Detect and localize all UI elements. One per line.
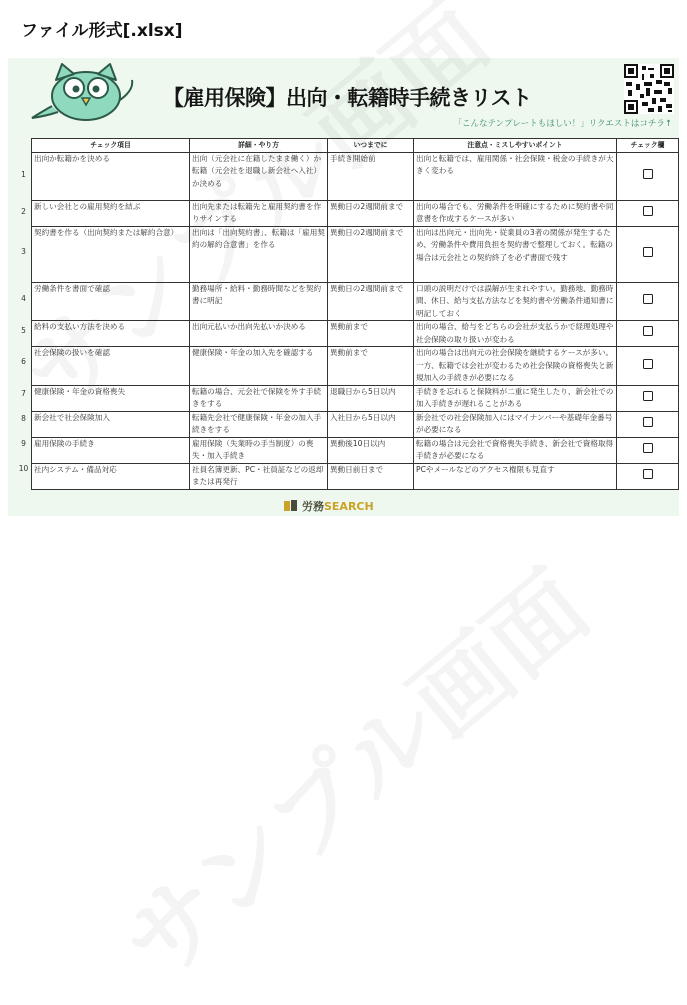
check-cell: [617, 321, 679, 347]
table-row: [32, 282, 679, 321]
item-cell[interactable]: 新しい会社との雇用契約を結ぶ: [32, 200, 190, 226]
note-cell[interactable]: 転籍の場合は元会社で資格喪失手続き、新会社で資格取得手続きが必要になる: [414, 437, 617, 463]
detail-cell[interactable]: 社員名簿更新、PC・社員証などの返却または再発行: [190, 463, 328, 489]
logo-text-accent: SEARCH: [324, 500, 374, 513]
note-cell[interactable]: 出向と転籍では、雇用関係・社会保険・税金の手続きが大きく変わる: [414, 152, 617, 200]
checkbox[interactable]: [643, 469, 653, 479]
book-icon: [284, 500, 298, 512]
note-cell[interactable]: PCやメールなどのアクセス権限も見直す: [414, 463, 617, 489]
checkbox[interactable]: [643, 417, 653, 427]
check-cell: [617, 347, 679, 386]
check-cell: [617, 282, 679, 321]
deadline-cell[interactable]: 異動日の2週間前まで: [328, 282, 414, 321]
item-cell[interactable]: 社内システム・備品対応: [32, 463, 190, 489]
check-cell: [617, 437, 679, 463]
qr-code-icon[interactable]: [624, 64, 674, 114]
note-cell[interactable]: 出向の場合、給与をどちらの会社が支払うかで経理処理や社会保険の取り扱いが変わる: [414, 321, 617, 347]
row-number: 5: [21, 326, 26, 335]
detail-cell[interactable]: 勤務場所・給料・勤務時間などを契約書に明記: [190, 282, 328, 321]
logo-text-primary: 労務: [302, 500, 324, 513]
check-cell: [617, 200, 679, 226]
deadline-cell[interactable]: 異動前まで: [328, 321, 414, 347]
detail-cell[interactable]: 出向は「出向契約書」、転籍は「雇用契約の解約合意書」を作る: [190, 226, 328, 282]
column-header-deadline: いつまでに: [328, 139, 414, 153]
row-number: 3: [21, 247, 26, 256]
table-row: [32, 226, 679, 282]
detail-cell[interactable]: 出向先または転籍先と雇用契約書を作りサインする: [190, 200, 328, 226]
detail-cell[interactable]: 転籍の場合、元会社で保険を外す手続きをする: [190, 385, 328, 411]
item-cell[interactable]: 社会保険の扱いを確認: [32, 347, 190, 386]
table-row: [32, 385, 679, 411]
check-cell: [617, 463, 679, 489]
checkbox[interactable]: [643, 169, 653, 179]
row-number: 1: [21, 170, 26, 179]
row-number: 7: [21, 389, 26, 398]
row-number: 8: [21, 414, 26, 423]
row-number: 6: [21, 357, 26, 366]
deadline-cell[interactable]: 入社日から5日以内: [328, 411, 414, 437]
detail-cell[interactable]: 雇用保険（失業時の手当制度）の喪失・加入手続き: [190, 437, 328, 463]
table-row: [32, 411, 679, 437]
item-cell[interactable]: 契約書を作る（出向契約または解約合意）: [32, 226, 190, 282]
column-header-detail: 詳細・やり方: [190, 139, 328, 153]
brand-logo: [284, 498, 374, 514]
deadline-cell[interactable]: 異動後10日以内: [328, 437, 414, 463]
note-cell[interactable]: 出向は出向元・出向先・従業員の3者の関係が発生するため、労働条件や費用負担を契約書で整理しておく。転籍の場合は元会社との契約終了を必ず書面で残す: [414, 226, 617, 282]
checkbox[interactable]: [643, 326, 653, 336]
table-row: [32, 152, 679, 200]
item-cell[interactable]: 給料の支払い方法を決める: [32, 321, 190, 347]
owl-mascot-icon: [26, 60, 138, 122]
note-cell[interactable]: 出向の場合でも、労働条件を明確にするために契約書や同意書を作成するケースが多い: [414, 200, 617, 226]
column-header-item: チェック項目: [32, 139, 190, 153]
detail-cell[interactable]: 転籍先会社で健康保険・年金の加入手続きをする: [190, 411, 328, 437]
item-cell[interactable]: 雇用保険の手続き: [32, 437, 190, 463]
check-cell: [617, 385, 679, 411]
request-link[interactable]: 「こんなテンプレートもほしい！」リクエストはコチラ↑: [453, 119, 672, 129]
deadline-cell[interactable]: 異動日の2週間前まで: [328, 200, 414, 226]
item-cell[interactable]: 労働条件を書面で確認: [32, 282, 190, 321]
item-cell[interactable]: 新会社で社会保険加入: [32, 411, 190, 437]
row-number: 4: [21, 294, 26, 303]
page-title: 【雇用保険】出向・転籍時手続きリスト: [163, 86, 532, 110]
table-row: [32, 463, 679, 489]
table-row: [32, 347, 679, 386]
checkbox[interactable]: [643, 443, 653, 453]
table-row: [32, 200, 679, 226]
table-row: [32, 321, 679, 347]
note-cell[interactable]: 出向の場合は出向元の社会保険を継続するケースが多い。一方、転籍では会社が変わるため社会保険の資格喪失と新規加入の手続きが必要になる: [414, 347, 617, 386]
note-cell[interactable]: 新会社での社会保険加入にはマイナンバーや基礎年金番号が必要になる: [414, 411, 617, 437]
item-cell[interactable]: 健康保険・年金の資格喪失: [32, 385, 190, 411]
detail-cell[interactable]: 健康保険・年金の加入先を確認する: [190, 347, 328, 386]
column-header-check: チェック欄: [617, 139, 679, 153]
template-sheet: [8, 58, 679, 516]
checkbox[interactable]: [643, 206, 653, 216]
checkbox[interactable]: [643, 247, 653, 257]
row-number: 2: [21, 207, 26, 216]
item-cell[interactable]: 出向か転籍かを決める: [32, 152, 190, 200]
deadline-cell[interactable]: 手続き開始前: [328, 152, 414, 200]
table-row: [32, 437, 679, 463]
checklist-table: [31, 138, 679, 490]
note-cell[interactable]: 口頭の説明だけでは誤解が生まれやすい。勤務地、勤務時間、休日、給与支払方法などを契約書や労働条件通知書に明記しておく: [414, 282, 617, 321]
file-format-label: ファイル形式[.xlsx]: [21, 21, 183, 41]
check-cell: [617, 226, 679, 282]
row-number: 10: [18, 464, 29, 473]
check-cell: [617, 411, 679, 437]
checkbox[interactable]: [643, 359, 653, 369]
deadline-cell[interactable]: 異動日の2週間前まで: [328, 226, 414, 282]
checkbox[interactable]: [643, 391, 653, 401]
detail-cell[interactable]: 出向（元会社に在籍したまま働く）か転籍（元会社を退職し新会社へ入社）か決める: [190, 152, 328, 200]
note-cell[interactable]: 手続きを忘れると保険料が二重に発生したり、新会社での加入手続きが遅れることがある: [414, 385, 617, 411]
checkbox[interactable]: [643, 294, 653, 304]
detail-cell[interactable]: 出向元払いか出向先払いか決める: [190, 321, 328, 347]
watermark-text: [90, 535, 613, 1005]
row-number: 9: [21, 439, 26, 448]
deadline-cell[interactable]: 退職日から5日以内: [328, 385, 414, 411]
deadline-cell[interactable]: 異動前まで: [328, 347, 414, 386]
deadline-cell[interactable]: 異動日前日まで: [328, 463, 414, 489]
check-cell: [617, 152, 679, 200]
column-header-note: 注意点・ミスしやすいポイント: [414, 139, 617, 153]
